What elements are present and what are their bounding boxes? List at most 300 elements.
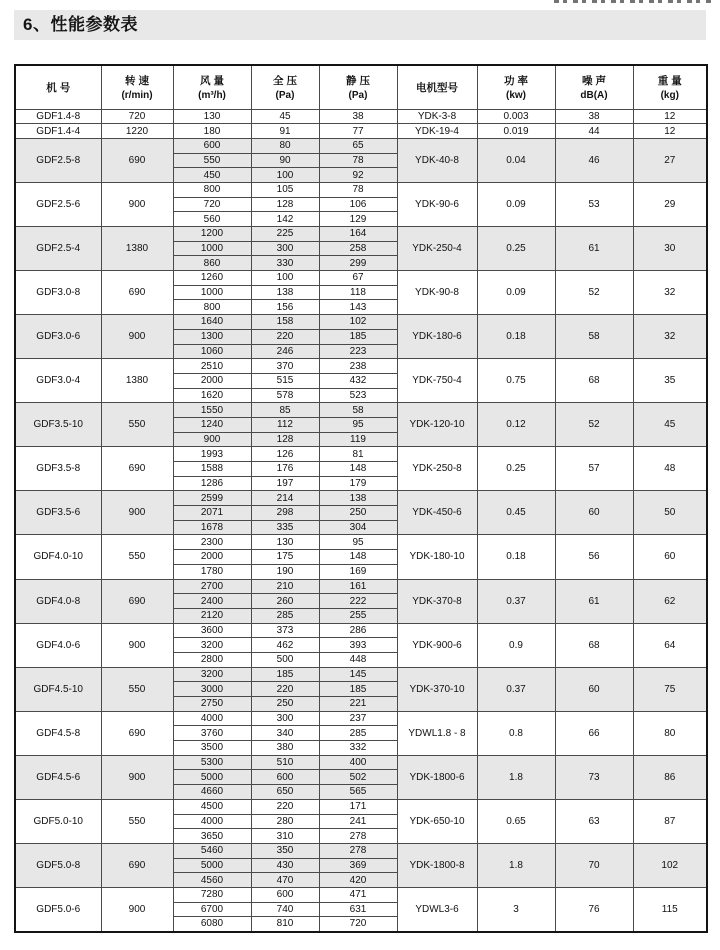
noise-cell: 61 <box>555 579 633 623</box>
static-pressure-cell: 169 <box>319 564 397 579</box>
weight-cell: 35 <box>633 359 707 403</box>
model-cell: GDF1.4-8 <box>15 109 101 124</box>
airflow-cell: 3500 <box>173 741 251 756</box>
total-pressure-cell: 300 <box>251 711 319 726</box>
noise-cell: 73 <box>555 755 633 799</box>
total-pressure-cell: 126 <box>251 447 319 462</box>
speed-cell: 550 <box>101 403 173 447</box>
weight-cell: 64 <box>633 623 707 667</box>
power-cell: 0.37 <box>477 667 555 711</box>
weight-cell: 50 <box>633 491 707 535</box>
motor-model-cell: YDK-19-4 <box>397 124 477 139</box>
model-cell: GDF4.5-8 <box>15 711 101 755</box>
motor-model-cell: YDWL1.8 - 8 <box>397 711 477 755</box>
static-pressure-cell: 67 <box>319 271 397 286</box>
static-pressure-cell: 523 <box>319 388 397 403</box>
motor-model-cell: YDK-1800-8 <box>397 843 477 887</box>
total-pressure-cell: 600 <box>251 770 319 785</box>
noise-cell: 52 <box>555 403 633 447</box>
clipped-page-header-fragment <box>554 0 712 3</box>
total-pressure-cell: 45 <box>251 109 319 124</box>
noise-cell: 60 <box>555 491 633 535</box>
total-pressure-cell: 130 <box>251 535 319 550</box>
weight-cell: 32 <box>633 271 707 315</box>
airflow-cell: 1780 <box>173 564 251 579</box>
total-pressure-cell: 214 <box>251 491 319 506</box>
weight-cell: 115 <box>633 887 707 931</box>
static-pressure-cell: 185 <box>319 682 397 697</box>
static-pressure-cell: 432 <box>319 373 397 388</box>
total-pressure-cell: 185 <box>251 667 319 682</box>
weight-cell: 87 <box>633 799 707 843</box>
static-pressure-cell: 238 <box>319 359 397 374</box>
motor-model-cell: YDK-120-10 <box>397 403 477 447</box>
airflow-cell: 3200 <box>173 667 251 682</box>
noise-cell: 61 <box>555 227 633 271</box>
speed-cell: 1380 <box>101 227 173 271</box>
static-pressure-cell: 179 <box>319 476 397 491</box>
weight-cell: 86 <box>633 755 707 799</box>
speed-cell: 690 <box>101 579 173 623</box>
static-pressure-cell: 255 <box>319 608 397 623</box>
noise-cell: 76 <box>555 887 633 931</box>
airflow-cell: 1200 <box>173 227 251 242</box>
total-pressure-cell: 650 <box>251 785 319 800</box>
total-pressure-cell: 462 <box>251 638 319 653</box>
static-pressure-cell: 278 <box>319 843 397 858</box>
static-pressure-cell: 720 <box>319 917 397 932</box>
weight-cell: 12 <box>633 109 707 124</box>
table-body <box>15 109 707 932</box>
static-pressure-cell: 143 <box>319 300 397 315</box>
airflow-cell: 4000 <box>173 711 251 726</box>
airflow-cell: 3200 <box>173 638 251 653</box>
power-cell: 1.8 <box>477 755 555 799</box>
table-row <box>15 491 707 506</box>
table-row <box>15 623 707 638</box>
noise-cell: 38 <box>555 109 633 124</box>
motor-model-cell: YDK-250-8 <box>397 447 477 491</box>
total-pressure-cell: 210 <box>251 579 319 594</box>
total-pressure-cell: 285 <box>251 608 319 623</box>
airflow-cell: 1300 <box>173 329 251 344</box>
static-pressure-cell: 502 <box>319 770 397 785</box>
model-cell: GDF4.0-8 <box>15 579 101 623</box>
static-pressure-cell: 92 <box>319 168 397 183</box>
airflow-cell: 2599 <box>173 491 251 506</box>
col-header-power: 功 率 (kw) <box>477 65 555 109</box>
total-pressure-cell: 430 <box>251 858 319 873</box>
total-pressure-cell: 91 <box>251 124 319 139</box>
table-header <box>15 65 707 109</box>
motor-model-cell: YDWL3-6 <box>397 887 477 931</box>
airflow-cell: 5300 <box>173 755 251 770</box>
airflow-cell: 1678 <box>173 520 251 535</box>
airflow-cell: 4500 <box>173 799 251 814</box>
total-pressure-cell: 510 <box>251 755 319 770</box>
airflow-cell: 130 <box>173 109 251 124</box>
static-pressure-cell: 448 <box>319 652 397 667</box>
airflow-cell: 6700 <box>173 902 251 917</box>
noise-cell: 57 <box>555 447 633 491</box>
motor-model-cell: YDK-250-4 <box>397 227 477 271</box>
noise-cell: 68 <box>555 623 633 667</box>
airflow-cell: 5000 <box>173 858 251 873</box>
airflow-cell: 800 <box>173 300 251 315</box>
static-pressure-cell: 304 <box>319 520 397 535</box>
static-pressure-cell: 148 <box>319 462 397 477</box>
total-pressure-cell: 225 <box>251 227 319 242</box>
airflow-cell: 1240 <box>173 417 251 432</box>
table-row <box>15 755 707 770</box>
airflow-cell: 5000 <box>173 770 251 785</box>
total-pressure-cell: 105 <box>251 182 319 197</box>
total-pressure-cell: 128 <box>251 432 319 447</box>
static-pressure-cell: 241 <box>319 814 397 829</box>
motor-model-cell: YDK-180-10 <box>397 535 477 579</box>
noise-cell: 56 <box>555 535 633 579</box>
table-row <box>15 124 707 139</box>
table-row <box>15 315 707 330</box>
total-pressure-cell: 250 <box>251 697 319 712</box>
total-pressure-cell: 515 <box>251 373 319 388</box>
static-pressure-cell: 148 <box>319 550 397 565</box>
col-header-static-pressure: 静 压 (Pa) <box>319 65 397 109</box>
total-pressure-cell: 260 <box>251 594 319 609</box>
table-row <box>15 271 707 286</box>
static-pressure-cell: 278 <box>319 829 397 844</box>
airflow-cell: 1260 <box>173 271 251 286</box>
motor-model-cell: YDK-900-6 <box>397 623 477 667</box>
speed-cell: 900 <box>101 887 173 931</box>
model-cell: GDF3.0-8 <box>15 271 101 315</box>
speed-cell: 690 <box>101 271 173 315</box>
airflow-cell: 900 <box>173 432 251 447</box>
airflow-cell: 550 <box>173 153 251 168</box>
airflow-cell: 1000 <box>173 285 251 300</box>
airflow-cell: 1000 <box>173 241 251 256</box>
static-pressure-cell: 77 <box>319 124 397 139</box>
model-cell: GDF3.5-6 <box>15 491 101 535</box>
airflow-cell: 2071 <box>173 506 251 521</box>
weight-cell: 102 <box>633 843 707 887</box>
power-cell: 0.65 <box>477 799 555 843</box>
power-cell: 0.003 <box>477 109 555 124</box>
static-pressure-cell: 102 <box>319 315 397 330</box>
power-cell: 0.37 <box>477 579 555 623</box>
speed-cell: 690 <box>101 138 173 182</box>
total-pressure-cell: 90 <box>251 153 319 168</box>
noise-cell: 70 <box>555 843 633 887</box>
airflow-cell: 3600 <box>173 623 251 638</box>
static-pressure-cell: 221 <box>319 697 397 712</box>
power-cell: 0.18 <box>477 315 555 359</box>
noise-cell: 46 <box>555 138 633 182</box>
model-cell: GDF4.0-10 <box>15 535 101 579</box>
col-header-total-pressure: 全 压 (Pa) <box>251 65 319 109</box>
power-cell: 0.25 <box>477 447 555 491</box>
static-pressure-cell: 565 <box>319 785 397 800</box>
weight-cell: 45 <box>633 403 707 447</box>
airflow-cell: 720 <box>173 197 251 212</box>
static-pressure-cell: 286 <box>319 623 397 638</box>
weight-cell: 60 <box>633 535 707 579</box>
static-pressure-cell: 38 <box>319 109 397 124</box>
airflow-cell: 800 <box>173 182 251 197</box>
airflow-cell: 2000 <box>173 550 251 565</box>
static-pressure-cell: 299 <box>319 256 397 271</box>
airflow-cell: 6080 <box>173 917 251 932</box>
col-header-model: 机 号 <box>15 65 101 109</box>
speed-cell: 900 <box>101 623 173 667</box>
static-pressure-cell: 95 <box>319 417 397 432</box>
noise-cell: 60 <box>555 667 633 711</box>
airflow-cell: 4660 <box>173 785 251 800</box>
airflow-cell: 1993 <box>173 447 251 462</box>
static-pressure-cell: 171 <box>319 799 397 814</box>
total-pressure-cell: 158 <box>251 315 319 330</box>
airflow-cell: 2300 <box>173 535 251 550</box>
airflow-cell: 600 <box>173 138 251 153</box>
performance-parameter-table <box>14 64 708 933</box>
speed-cell: 900 <box>101 491 173 535</box>
airflow-cell: 2120 <box>173 608 251 623</box>
speed-cell: 1220 <box>101 124 173 139</box>
total-pressure-cell: 310 <box>251 829 319 844</box>
total-pressure-cell: 100 <box>251 271 319 286</box>
motor-model-cell: YDK-40-8 <box>397 138 477 182</box>
static-pressure-cell: 393 <box>319 638 397 653</box>
power-cell: 0.18 <box>477 535 555 579</box>
motor-model-cell: YDK-370-10 <box>397 667 477 711</box>
total-pressure-cell: 156 <box>251 300 319 315</box>
total-pressure-cell: 578 <box>251 388 319 403</box>
table-row <box>15 138 707 153</box>
static-pressure-cell: 58 <box>319 403 397 418</box>
static-pressure-cell: 250 <box>319 506 397 521</box>
table-row <box>15 359 707 374</box>
table-row <box>15 447 707 462</box>
total-pressure-cell: 246 <box>251 344 319 359</box>
total-pressure-cell: 300 <box>251 241 319 256</box>
static-pressure-cell: 65 <box>319 138 397 153</box>
weight-cell: 30 <box>633 227 707 271</box>
speed-cell: 550 <box>101 535 173 579</box>
weight-cell: 27 <box>633 138 707 182</box>
weight-cell: 12 <box>633 124 707 139</box>
col-header-weight: 重 量 (kg) <box>633 65 707 109</box>
model-cell: GDF3.0-6 <box>15 315 101 359</box>
table-row <box>15 799 707 814</box>
airflow-cell: 4000 <box>173 814 251 829</box>
motor-model-cell: YDK-90-6 <box>397 182 477 226</box>
noise-cell: 63 <box>555 799 633 843</box>
noise-cell: 53 <box>555 182 633 226</box>
table-row <box>15 182 707 197</box>
static-pressure-cell: 119 <box>319 432 397 447</box>
static-pressure-cell: 631 <box>319 902 397 917</box>
total-pressure-cell: 220 <box>251 329 319 344</box>
static-pressure-cell: 164 <box>319 227 397 242</box>
speed-cell: 900 <box>101 182 173 226</box>
airflow-cell: 2800 <box>173 652 251 667</box>
power-cell: 0.09 <box>477 271 555 315</box>
model-cell: GDF2.5-4 <box>15 227 101 271</box>
model-cell: GDF3.0-4 <box>15 359 101 403</box>
total-pressure-cell: 335 <box>251 520 319 535</box>
table-row <box>15 887 707 902</box>
static-pressure-cell: 161 <box>319 579 397 594</box>
static-pressure-cell: 420 <box>319 873 397 888</box>
total-pressure-cell: 330 <box>251 256 319 271</box>
noise-cell: 44 <box>555 124 633 139</box>
power-cell: 0.04 <box>477 138 555 182</box>
motor-model-cell: YDK-650-10 <box>397 799 477 843</box>
model-cell: GDF4.5-6 <box>15 755 101 799</box>
airflow-cell: 1286 <box>173 476 251 491</box>
total-pressure-cell: 470 <box>251 873 319 888</box>
power-cell: 1.8 <box>477 843 555 887</box>
speed-cell: 1380 <box>101 359 173 403</box>
static-pressure-cell: 81 <box>319 447 397 462</box>
total-pressure-cell: 100 <box>251 168 319 183</box>
total-pressure-cell: 280 <box>251 814 319 829</box>
total-pressure-cell: 175 <box>251 550 319 565</box>
static-pressure-cell: 138 <box>319 491 397 506</box>
power-cell: 3 <box>477 887 555 931</box>
airflow-cell: 1588 <box>173 462 251 477</box>
total-pressure-cell: 112 <box>251 417 319 432</box>
total-pressure-cell: 220 <box>251 799 319 814</box>
static-pressure-cell: 258 <box>319 241 397 256</box>
speed-cell: 550 <box>101 799 173 843</box>
model-cell: GDF3.5-8 <box>15 447 101 491</box>
airflow-cell: 1550 <box>173 403 251 418</box>
model-cell: GDF2.5-6 <box>15 182 101 226</box>
airflow-cell: 1640 <box>173 315 251 330</box>
header-row <box>15 65 707 109</box>
airflow-cell: 860 <box>173 256 251 271</box>
airflow-cell: 5460 <box>173 843 251 858</box>
table-row <box>15 109 707 124</box>
col-header-motor-model: 电机型号 <box>397 65 477 109</box>
model-cell: GDF4.0-6 <box>15 623 101 667</box>
static-pressure-cell: 78 <box>319 182 397 197</box>
static-pressure-cell: 285 <box>319 726 397 741</box>
weight-cell: 32 <box>633 315 707 359</box>
power-cell: 0.45 <box>477 491 555 535</box>
power-cell: 0.12 <box>477 403 555 447</box>
noise-cell: 66 <box>555 711 633 755</box>
total-pressure-cell: 340 <box>251 726 319 741</box>
table-row <box>15 843 707 858</box>
airflow-cell: 3000 <box>173 682 251 697</box>
static-pressure-cell: 237 <box>319 711 397 726</box>
static-pressure-cell: 400 <box>319 755 397 770</box>
speed-cell: 690 <box>101 447 173 491</box>
col-header-speed: 转 速 (r/min) <box>101 65 173 109</box>
airflow-cell: 2400 <box>173 594 251 609</box>
total-pressure-cell: 85 <box>251 403 319 418</box>
table-row <box>15 403 707 418</box>
speed-cell: 690 <box>101 711 173 755</box>
total-pressure-cell: 80 <box>251 138 319 153</box>
total-pressure-cell: 190 <box>251 564 319 579</box>
airflow-cell: 4560 <box>173 873 251 888</box>
speed-cell: 720 <box>101 109 173 124</box>
static-pressure-cell: 223 <box>319 344 397 359</box>
model-cell: GDF2.5-8 <box>15 138 101 182</box>
page-title: 6、性能参数表 <box>23 15 138 34</box>
static-pressure-cell: 118 <box>319 285 397 300</box>
table-row <box>15 227 707 242</box>
table-row <box>15 535 707 550</box>
power-cell: 0.9 <box>477 623 555 667</box>
static-pressure-cell: 471 <box>319 887 397 902</box>
power-cell: 0.09 <box>477 182 555 226</box>
total-pressure-cell: 298 <box>251 506 319 521</box>
airflow-cell: 450 <box>173 168 251 183</box>
speed-cell: 550 <box>101 667 173 711</box>
airflow-cell: 1060 <box>173 344 251 359</box>
motor-model-cell: YDK-1800-6 <box>397 755 477 799</box>
speed-cell: 900 <box>101 755 173 799</box>
noise-cell: 52 <box>555 271 633 315</box>
model-cell: GDF5.0-10 <box>15 799 101 843</box>
speed-cell: 690 <box>101 843 173 887</box>
table-row <box>15 667 707 682</box>
total-pressure-cell: 373 <box>251 623 319 638</box>
total-pressure-cell: 600 <box>251 887 319 902</box>
power-cell: 0.75 <box>477 359 555 403</box>
static-pressure-cell: 185 <box>319 329 397 344</box>
model-cell: GDF5.0-8 <box>15 843 101 887</box>
motor-model-cell: YDK-180-6 <box>397 315 477 359</box>
total-pressure-cell: 197 <box>251 476 319 491</box>
total-pressure-cell: 142 <box>251 212 319 227</box>
model-cell: GDF5.0-6 <box>15 887 101 931</box>
total-pressure-cell: 810 <box>251 917 319 932</box>
model-cell: GDF3.5-10 <box>15 403 101 447</box>
weight-cell: 75 <box>633 667 707 711</box>
total-pressure-cell: 380 <box>251 741 319 756</box>
power-cell: 0.8 <box>477 711 555 755</box>
motor-model-cell: YDK-370-8 <box>397 579 477 623</box>
total-pressure-cell: 128 <box>251 197 319 212</box>
power-cell: 0.25 <box>477 227 555 271</box>
total-pressure-cell: 138 <box>251 285 319 300</box>
total-pressure-cell: 370 <box>251 359 319 374</box>
total-pressure-cell: 500 <box>251 652 319 667</box>
speed-cell: 900 <box>101 315 173 359</box>
power-cell: 0.019 <box>477 124 555 139</box>
airflow-cell: 3650 <box>173 829 251 844</box>
weight-cell: 29 <box>633 182 707 226</box>
weight-cell: 80 <box>633 711 707 755</box>
col-header-airflow: 风 量 (m³/h) <box>173 65 251 109</box>
static-pressure-cell: 78 <box>319 153 397 168</box>
airflow-cell: 2000 <box>173 373 251 388</box>
airflow-cell: 2510 <box>173 359 251 374</box>
table-row <box>15 579 707 594</box>
total-pressure-cell: 176 <box>251 462 319 477</box>
motor-model-cell: YDK-750-4 <box>397 359 477 403</box>
section-title-bar <box>14 10 706 40</box>
airflow-cell: 2700 <box>173 579 251 594</box>
static-pressure-cell: 332 <box>319 741 397 756</box>
col-header-noise: 噪 声 dB(A) <box>555 65 633 109</box>
motor-model-cell: YDK-3-8 <box>397 109 477 124</box>
